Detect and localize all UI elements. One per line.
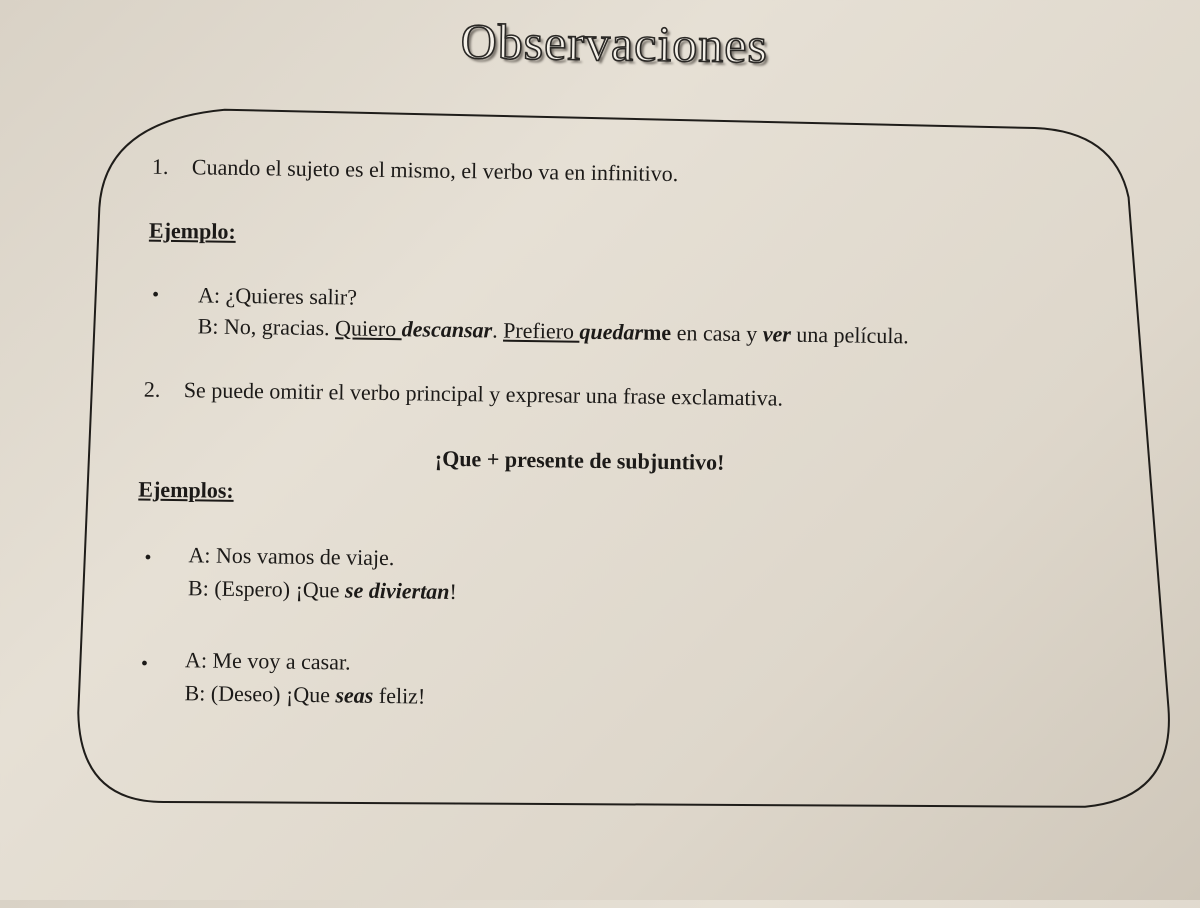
example-1-line-a: A: ¿Quieres salir? [197,282,358,310]
ex1-b-prefiero: Prefiero [503,317,580,344]
ejemplos-heading: Ejemplos: [138,476,234,503]
ex3-b-end: feliz! [373,682,426,709]
observation-2 [144,377,784,412]
ex1-b-quiero: Quiero [334,315,402,342]
subjunctive-rule: ¡Que + presente de subjuntivo! [434,445,725,475]
example-2-line-b [188,575,457,605]
bullet-3: • [140,652,149,675]
ex2-b-end: ! [449,578,458,605]
ex3-b-verb: seas [335,682,374,708]
observation-1-text: Cuando el sujeto es el mismo, el verbo va en infinitivo. [191,154,679,187]
page-title: Observaciones [460,13,769,74]
ex1-b-descansar: descansar [401,316,493,343]
ex1-b-quedar: quedar [579,318,644,345]
example-3-line-b [184,680,425,709]
bullet-1: • [151,283,160,306]
ex2-b-verb: se diviertan [344,577,450,604]
ex1-b-en-casa: en casa y [671,319,763,347]
example-2-line-a: A: Nos vamos de viaje. [188,542,395,571]
ex1-b-me: me [642,319,672,345]
ex1-b-end: una película. [790,321,909,349]
ex2-b-prefix: B: (Espero) ¡Que [187,575,346,603]
example-1-line-b [198,313,909,349]
ex1-b-ver: ver [762,321,792,347]
observation-1-number: 1. [151,153,169,179]
observation-2-number: 2. [143,376,161,402]
observation-1 [152,154,679,187]
bullet-2: • [144,546,152,569]
example-3-line-a: A: Me voy a casar. [184,647,351,675]
ex1-b-dot: . [492,317,504,343]
observation-2-text: Se puede omitir el verbo principal y expresar una frase exclamativa. [183,377,784,411]
ex1-b-prefix: B: No, gracias. [197,313,336,341]
ejemplo-heading: Ejemplo: [148,217,236,244]
ex3-b-prefix: B: (Deseo) ¡Que [184,680,336,708]
